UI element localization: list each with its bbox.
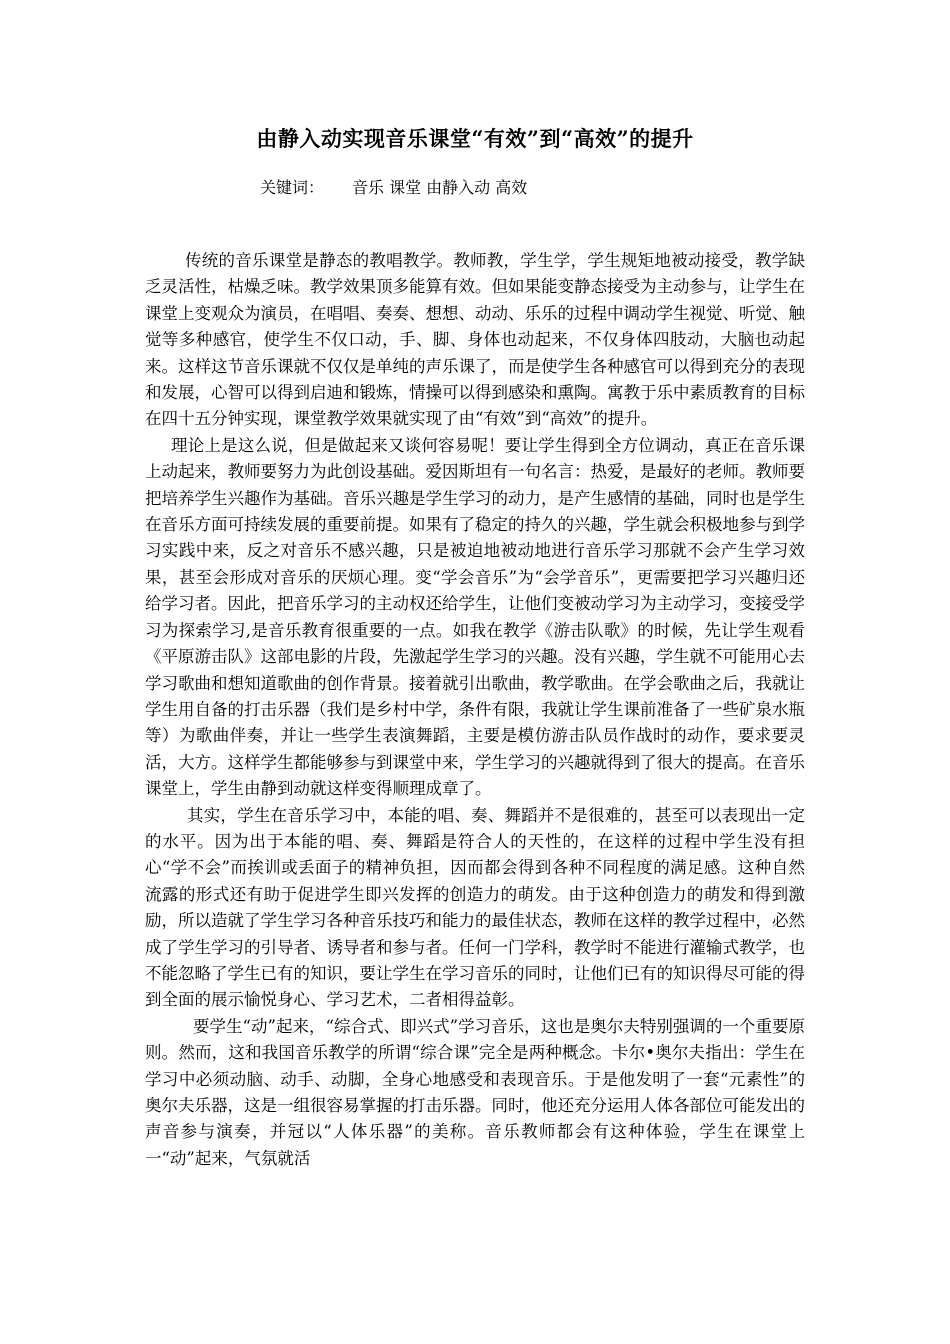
document-title: 由静入动实现音乐课堂“有效”到“高效”的提升 xyxy=(256,126,694,151)
paragraph-1: 传统的音乐课堂是静态的教唱教学。教师教，学生学，学生规矩地被动接受，教学缺乏灵活性，枯燥乏味。教学效果顶多能算有效。但如果能变静态接受为主动参与，让学生在课堂上变观众为演员，在唱唱、奏奏、想想、动动、乐乐的过程中调动学生视觉、听觉、触觉等多种感官，使学生不仅口动，手、脚、身体也动起来，不仅身体四肢动，大脑也动起来。这样这节音乐课就不仅仅是单纯的声乐课了，而是使学生各种感官可以得到充分的表现和发展，心智可以得到启迪和锻炼，情操可以得到感染和熏陶。寓教于乐中素质教育的目标在四十五分钟实现，课堂教学效果就实现了由“有效”到“高效”的提升。 xyxy=(145,251,805,429)
paragraph-2: 理论上是这么说，但是做起来又谈何容易呢！要让学生得到全方位调动，真正在音乐课上动起来，教师要努力为此创设基础。爱因斯坦有一句名言：热爱，是最好的老师。教师要把培养学生兴趣作为基础。音乐兴趣是学生学习的动力，是产生感情的基础，同时也是学生在音乐方面可持续发展的重要前提。如果有了稳定的持久的兴趣，学生就会积极地参与到学习实践中来，反之对音乐不感兴趣，只是被迫地被动地进行音乐学习那就不会产生学习效果，甚至会形成对音乐的厌烦心理。变“学会音乐”为“会学音乐”，更需要把学习兴趣归还给学习者。因此，把音乐学习的主动权还给学生，让他们变被动学习为主动学习，变接受学习为探索学习,是音乐教育很重要的一点。如我在教学《游击队歌》的时候，先让学生观看《平原游击队》这部电影的片段，先激起学生学习的兴趣。没有兴趣，学生就不可能用心去学习歌曲和想知道歌曲的创作背景。接着就引出歌曲，教学歌曲。在学会歌曲之后，我就让学生用自备的打击乐器（我们是乡村中学，条件有限，我就让学生课前准备了一些矿泉水瓶等）为歌曲伴奏，并让一些学生表演舞蹈，主要是模仿游击队员作战时的动作，要求要灵活，大方。这样学生都能够参与到课堂中来，学生学习的兴趣就得到了很大的提高。在音乐课堂上，学生由静到动就这样变得顺理成章了。 xyxy=(145,435,805,799)
paragraph-4: 要学生“动”起来，“综合式、即兴式”学习音乐，这也是奥尔夫特别强调的一个重要原则。然而，这和我国音乐教学的所谓“综合课”完全是两种概念。卡尔•奥尔夫指出：学生在学习中必须动脑、动手、动脚，全身心地感受和表现音乐。于是他发明了一套“元素性”的奥尔夫乐器，这是一组很容易掌握的打击乐器。同时，他还充分运用人体各部位可能发出的声音参与演奏，并冠以“人体乐器”的美称。音乐教师都会有这种体验，学生在课堂上一“动”起来，气氛就活 xyxy=(145,1016,805,1168)
paragraph-3: 其实，学生在音乐学习中，本能的唱、奏、舞蹈并不是很难的，甚至可以表现出一定的水平。因为出于本能的唱、奏、舞蹈是符合人的天性的，在这样的过程中学生没有担心“学不会”而挨训或丢面子的精神负担，因而都会得到各种不同程度的满足感。这种自然流露的形式还有助于促进学生即兴发挥的创造力的萌发。由于这种创造力的萌发和得到激励，所以造就了学生学习各种音乐技巧和能力的最佳状态，教师在这样的教学过程中，必然成了学生学习的引导者、诱导者和参与者。任何一门学科，教学时不能进行灌输式教学，也不能忽略了学生已有的知识，要让学生在学习音乐的同时，让他们已有的知识得尽可能的得到全面的展示愉悦身心、学习艺术，二者相得益彰。 xyxy=(145,805,805,1010)
keywords-label: 关键词： xyxy=(260,178,325,197)
keywords-value: 音乐 课堂 由静入动 高效 xyxy=(352,178,528,197)
body-text xyxy=(145,248,805,1172)
keywords-line xyxy=(260,176,527,200)
